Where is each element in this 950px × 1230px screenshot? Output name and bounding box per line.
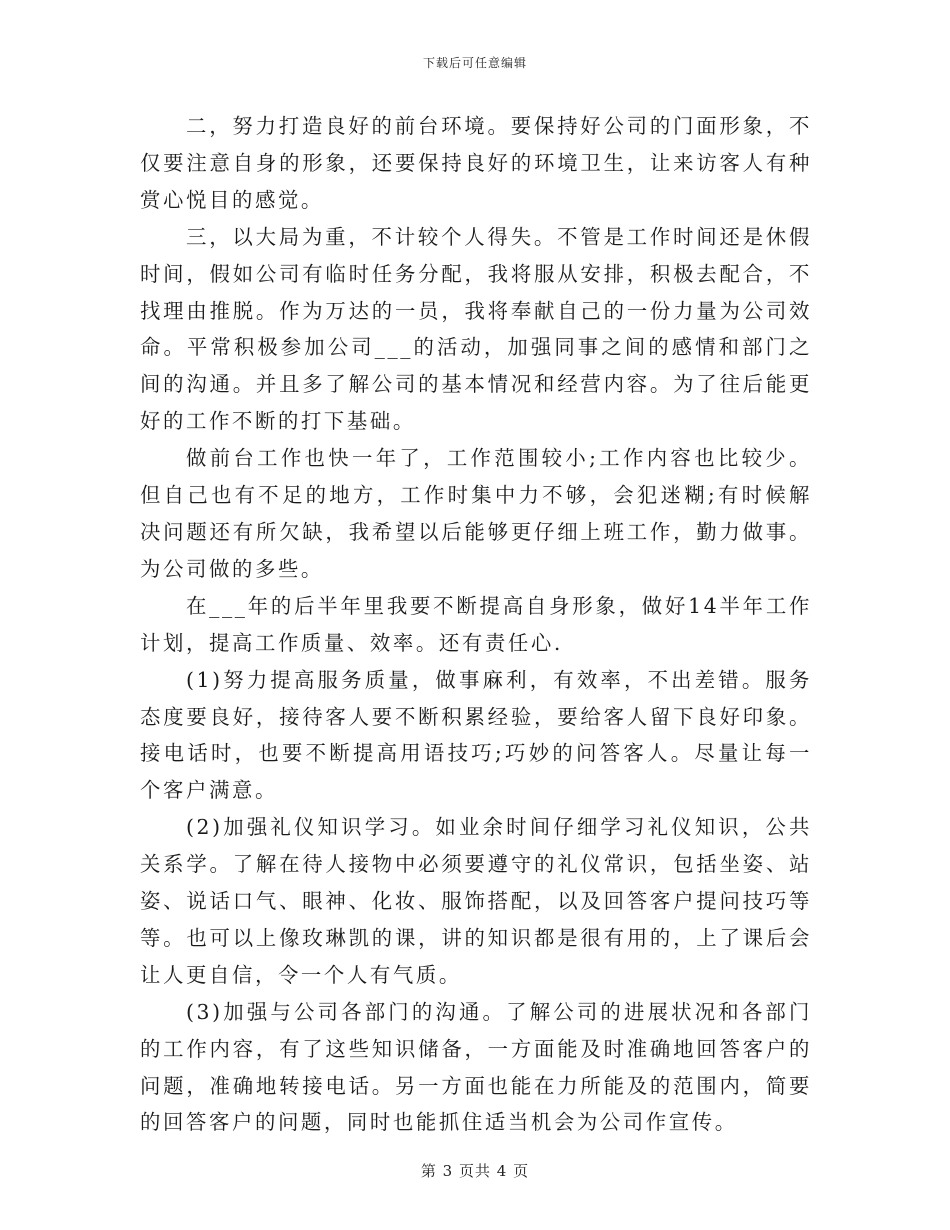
paragraph-item-2: (2)加强礼仪知识学习。如业余时间仔细学习礼仪知识，公共关系学。了解在待人接物中必须要遵守的礼仪常识，包括坐姿、站姿、说话口气、眼神、化妆、服饰搭配，以及回答客户提问技巧等等。也可以上像玫琳凯的课，讲的知识都是很有用的，上了课后会让人更自信，令一个人有气质。 [140, 815, 812, 987]
paragraph-2: 二，努力打造良好的前台环境。要保持好公司的门面形象，不仅要注意自身的形象，还要保持良好的环境卫生，让来访客人有种赏心悦目的感觉。 [140, 114, 812, 212]
paragraph-half-year-plan: 在___年的后半年里我要不断提高自身形象，做好14半年工作计划，提高工作质量、效率。还有责任心. [140, 593, 812, 655]
paragraph-front-desk-review: 做前台工作也快一年了，工作范围较小;工作内容也比较少。但自己也有不足的地方，工作时集中力不够，会犯迷糊;有时候解决问题还有所欠缺，我希望以后能够更仔细上班工作，勤力做事。为公司做的多些。 [140, 446, 812, 581]
page-header: 下载后可任意编辑 [422, 56, 527, 70]
paragraph-3: 三，以大局为重，不计较个人得失。不管是工作时间还是休假时间，假如公司有临时任务分配，我将服从安排，积极去配合，不找理由推脱。作为万达的一员，我将奉献自己的一份力量为公司效命。平常积极参加公司___的活动，加强同事之间的感情和部门之间的沟通。并且多了解公司的基本情况和经营内容。为了往后能更好的工作不断的打下基础。 [140, 224, 812, 434]
paragraph-item-1: (1)努力提高服务质量，做事麻利，有效率，不出差错。服务态度要良好，接待客人要不断积累经验，要给客人留下良好印象。接电话时，也要不断提高用语技巧;巧妙的问答客人。尽量让每一个客户满意。 [140, 667, 812, 803]
document-body [140, 108, 812, 1141]
page-number: 第 3 页共 4 页 [420, 1162, 530, 1180]
paragraph-item-3: (3)加强与公司各部门的沟通。了解公司的进展状况和各部门的工作内容，有了这些知识储备，一方面能及时准确地回答客户的问题，准确地转接电话。另一方面也能在力所能及的范围内，简要的回答客户的问题，同时也能抓住适当机会为公司作宣传。 [140, 999, 812, 1135]
